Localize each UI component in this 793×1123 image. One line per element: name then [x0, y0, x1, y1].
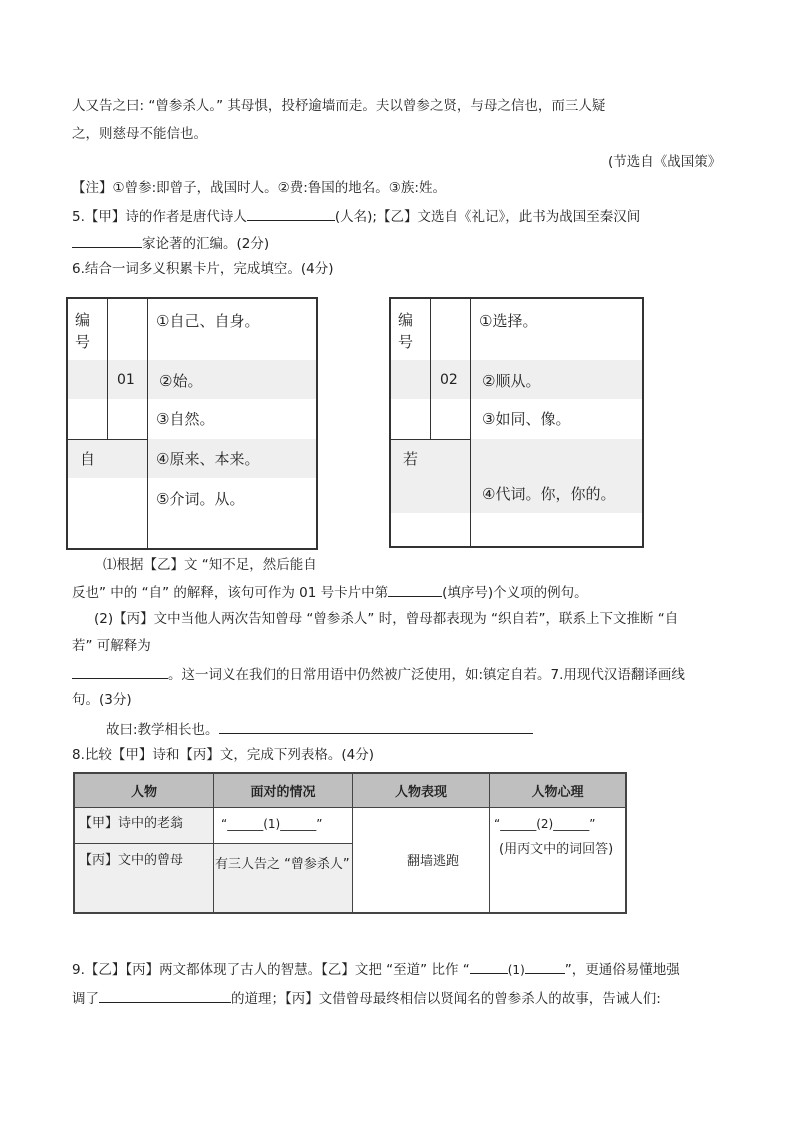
- question-8-title: 8.比较【甲】诗和【丙】文，完成下列表格。(4分): [72, 747, 375, 763]
- q6-2-line-3: [72, 663, 685, 685]
- passage-line-2: 之，则慈母不能信也。: [72, 126, 207, 142]
- card2-word: 若: [403, 450, 419, 468]
- behavior-text: 翻墙逃跑: [407, 854, 460, 869]
- card1-meaning-4: ④原来、本来。: [156, 450, 260, 468]
- header-mind: 人物心理: [490, 774, 625, 808]
- q6-2-line-4: 句。(3分): [72, 692, 132, 708]
- card2-meaning-4: ④代词。你，你的。: [482, 485, 616, 503]
- question-6-title: 6.结合一词多义积累卡片，完成填空。(4分): [72, 261, 334, 277]
- q5-blank-school[interactable]: [72, 232, 142, 248]
- card2-meaning-3: ③如同、像。: [482, 410, 571, 428]
- card1-meaning-5: ⑤介词。从。: [156, 490, 245, 508]
- card2-divider: [430, 299, 431, 439]
- q6-1-line-2: [72, 581, 588, 603]
- question-5-line-1: [72, 205, 640, 227]
- q9-text-c: 调了: [72, 991, 99, 1007]
- card1-divider: [68, 439, 148, 440]
- row1-person: 【甲】诗中的老翁: [79, 816, 184, 831]
- q6-2-line-1: (2)【丙】文中当他人两次告知曾母 “曾参杀人” 时，曾母都表现为 “织自若”，联系上下文推断 “自: [94, 611, 679, 627]
- q5-text-a: 5.【甲】诗的作者是唐代诗人: [72, 209, 247, 225]
- q9-text-b: ”，更通俗易懂地强: [564, 962, 680, 978]
- word-card-02: [389, 297, 644, 548]
- q9-text-a: 9.【乙】【丙】两文都体现了古人的智慧。【乙】文把 “至道” 比作 “: [72, 962, 470, 978]
- row1-situation-blank[interactable]: “______(1)______”: [221, 817, 323, 831]
- q6-1-line-1: ⑴根据【乙】文 “知不足，然后能自: [103, 557, 317, 573]
- question-9-line-2: [72, 987, 661, 1009]
- q9-blank-2[interactable]: [99, 987, 231, 1003]
- header-person: 人物: [75, 774, 214, 808]
- header-behavior: 人物表现: [353, 774, 490, 808]
- annotation-note: 【注】①曾参:即曾子，战国时人。②费:鲁国的地名。③族:姓。: [72, 180, 446, 196]
- card2-divider: [391, 439, 471, 440]
- card2-number: 02: [440, 372, 458, 388]
- card1-word: 自: [80, 450, 96, 468]
- card1-number-label: 编 号: [75, 311, 91, 351]
- card1-meaning-1: ①自己、自身。: [156, 312, 260, 330]
- q6-2-line-2: 若” 可解释为: [72, 638, 151, 654]
- source-citation: (节选自《战国策》: [608, 154, 722, 170]
- card1-meaning-2: ②始。: [159, 372, 203, 390]
- passage-line-1: 人又告之曰: “曾参杀人。” 其母惧，投杼逾墙而走。夫以曾参之贤，与母之信也，而三人疑: [72, 98, 606, 114]
- card2-meaning-1: ①选择。: [479, 312, 538, 330]
- q6-1-blank[interactable]: [388, 581, 442, 597]
- card1-number: 01: [117, 372, 135, 388]
- q5-text-c: 家论著的汇编。(2分): [142, 236, 270, 252]
- q6-1-text-c: (填序号)个义项的例句。: [442, 585, 588, 601]
- row2-person: 【丙】文中的曾母: [79, 853, 184, 868]
- card1-meaning-3: ③自然。: [156, 410, 215, 428]
- row2-situation: 有三人告之 “曾参杀人”: [215, 857, 350, 872]
- q6-1-text-b: 反也” 中的 “自” 的解释，该句可作为 01 号卡片中第: [72, 585, 389, 601]
- q9-blank-1-left[interactable]: [470, 958, 508, 974]
- q7-text: 故曰:教学相长也。: [106, 722, 219, 738]
- card2-divider: [470, 299, 471, 546]
- question-9-line-1: [72, 958, 680, 980]
- q7-answer-line[interactable]: [219, 718, 533, 734]
- q5-text-b: (人名);【乙】文选自《礼记》，此书为战国至秦汉间: [334, 209, 641, 225]
- q5-blank-poet[interactable]: [247, 205, 335, 221]
- q9-blank-1-right[interactable]: [525, 958, 565, 974]
- q6-2-blank[interactable]: [72, 663, 168, 679]
- mind-blank[interactable]: “______(2)______”: [494, 817, 596, 831]
- q9-blank-1-label: (1): [507, 963, 525, 977]
- q6-2-text-c: 。这一词义在我们的日常用语中仍然被广泛使用，如:镇定自若。7.用现代汉语翻译画线: [168, 667, 685, 683]
- comparison-table: [73, 772, 627, 914]
- card2-number-label: 编 号: [398, 311, 414, 351]
- card2-meaning-2: ②顺从。: [482, 372, 541, 390]
- question-5-line-2: [72, 232, 269, 254]
- header-situation: 面对的情况: [214, 774, 353, 808]
- q9-text-d: 的道理；【丙】文借曾母最终相信以贤闻名的曾参杀人的故事，告诫人们:: [231, 991, 661, 1007]
- word-card-01: [66, 297, 318, 550]
- mind-hint: (用丙文中的词回答): [499, 842, 614, 857]
- q7-sentence: [106, 718, 533, 740]
- card1-divider: [147, 299, 148, 548]
- card1-divider: [107, 299, 108, 439]
